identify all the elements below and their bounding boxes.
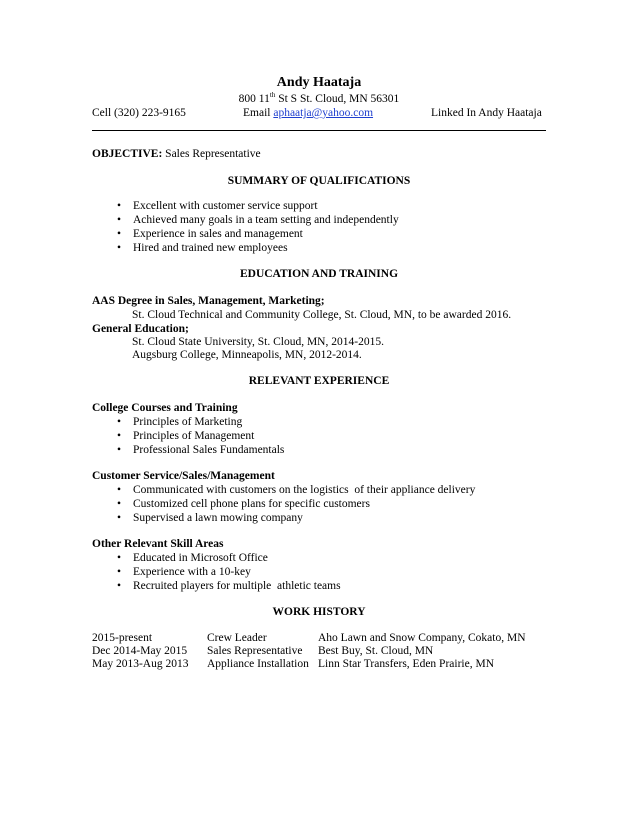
list-item: • Principles of Marketing — [117, 416, 243, 428]
address — [0, 93, 638, 106]
bullet-icon: • — [117, 214, 122, 226]
linkedin: Linked In Andy Haataja — [431, 107, 542, 119]
resume-name: Andy Haataja — [276, 75, 362, 90]
work-dates: May 2013-Aug 2013 — [92, 658, 189, 670]
cell-phone: Cell (320) 223-9165 — [92, 107, 186, 119]
bullet-icon: • — [117, 566, 122, 578]
bullet-icon: • — [117, 512, 122, 524]
bullet-icon: • — [117, 430, 122, 442]
school-line: St. Cloud State University, St. Cloud, MN, 2014-2015. — [132, 336, 384, 348]
work-employer: Aho Lawn and Snow Company, Cokato, MN — [318, 632, 526, 644]
address-superscript: th — [269, 91, 276, 100]
work-dates: Dec 2014-May 2015 — [92, 645, 188, 657]
list-item: • Excellent with customer service support — [117, 200, 318, 212]
list-item: • Customized cell phone plans for specific customers — [117, 498, 370, 510]
email-line — [243, 107, 373, 120]
work-dates: 2015-present — [92, 632, 153, 644]
list-item: • Achieved many goals in a team setting and independently — [117, 214, 399, 226]
experience-group-title: Customer Service/Sales/Management — [92, 470, 275, 482]
list-item: • Communicated with customers on the logistics of their appliance delivery — [117, 484, 476, 496]
bullet-icon: • — [117, 552, 122, 564]
experience-group-title: Other Relevant Skill Areas — [92, 538, 224, 550]
general-education-title: General Education; — [92, 323, 189, 335]
education-heading: EDUCATION AND TRAINING — [239, 268, 399, 280]
list-item: • Principles of Management — [117, 430, 255, 442]
degree-title: AAS Degree in Sales, Management, Marketing; — [92, 295, 325, 307]
work-employer: Best Buy, St. Cloud, MN — [318, 645, 434, 657]
work-history-heading: WORK HISTORY — [272, 606, 366, 618]
work-employer: Linn Star Transfers, Eden Prairie, MN — [318, 658, 494, 670]
objective-label: OBJECTIVE: — [92, 148, 163, 160]
work-role: Appliance Installation — [207, 658, 309, 670]
objective-text: Sales Representative — [162, 148, 261, 160]
list-item: • Experience with a 10-key — [117, 566, 251, 578]
list-item: • Hired and trained new employees — [117, 242, 288, 254]
bullet-icon: • — [117, 484, 122, 496]
experience-group-title: College Courses and Training — [92, 402, 238, 414]
email-link[interactable]: aphaatja@yahoo.com — [273, 107, 374, 119]
bullet-icon: • — [117, 242, 122, 254]
list-item: • Experience in sales and management — [117, 228, 303, 240]
summary-heading: SUMMARY OF QUALIFICATIONS — [227, 175, 411, 187]
bullet-icon: • — [117, 444, 122, 456]
bullet-icon: • — [117, 200, 122, 212]
bullet-icon: • — [117, 580, 122, 592]
address-prefix: 800 11 — [238, 93, 270, 105]
list-item: • Recruited players for multiple athletic teams — [117, 580, 341, 592]
header-divider — [92, 130, 546, 131]
bullet-icon: • — [117, 228, 122, 240]
work-role: Crew Leader — [207, 632, 267, 644]
bullet-icon: • — [117, 416, 122, 428]
objective — [92, 148, 261, 161]
email-label: Email — [243, 107, 274, 119]
list-item: • Supervised a lawn mowing company — [117, 512, 303, 524]
bullet-icon: • — [117, 498, 122, 510]
work-role: Sales Representative — [207, 645, 303, 657]
experience-heading: RELEVANT EXPERIENCE — [248, 375, 390, 387]
degree-school: St. Cloud Technical and Community College, St. Cloud, MN, to be awarded 2016. — [132, 309, 512, 321]
address-suffix: St S St. Cloud, MN 56301 — [275, 93, 400, 105]
list-item: • Educated in Microsoft Office — [117, 552, 268, 564]
list-item: • Professional Sales Fundamentals — [117, 444, 285, 456]
school-line: Augsburg College, Minneapolis, MN, 2012-2014. — [132, 349, 362, 361]
